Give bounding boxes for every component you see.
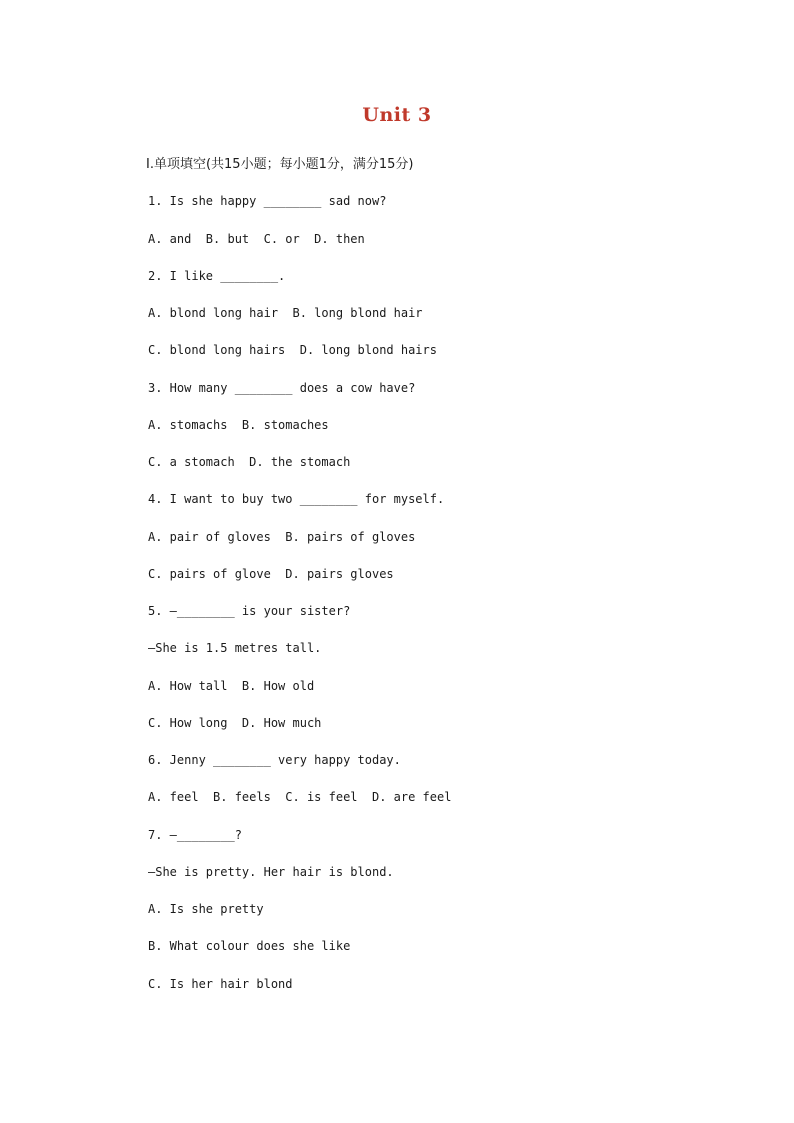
question-5-options-cd: C. How long D. How much (148, 716, 322, 730)
question-6-options: A. feel B. feels C. is feel D. are feel (148, 790, 452, 804)
question-2: 2. I like ________. (148, 269, 286, 283)
question-7-option-b: B. What colour does she like (148, 939, 351, 953)
question-5-options-ab: A. How tall B. How old (148, 679, 315, 693)
question-4-options-ab: A. pair of gloves B. pairs of gloves (148, 530, 416, 544)
question-2-options-cd: C. blond long hairs D. long blond hairs (148, 343, 437, 357)
question-1: 1. Is she happy ________ sad now? (148, 194, 387, 208)
question-4-options-cd: C. pairs of glove D. pairs gloves (148, 567, 394, 581)
question-5: 5. —________ is your sister? (148, 604, 351, 618)
question-3: 3. How many ________ does a cow have? (148, 381, 416, 395)
question-7-option-a: A. Is she pretty (148, 902, 264, 916)
section-heading: Ⅰ.单项填空(共15小题；每小题1分，满分15分) (146, 157, 414, 172)
page-title: Unit 3 (362, 104, 432, 126)
question-3-options-ab: A. stomachs B. stomaches (148, 418, 329, 432)
question-2-options-ab: A. blond long hair B. long blond hair (148, 306, 423, 320)
question-7: 7. —________? (148, 828, 242, 842)
question-3-options-cd: C. a stomach D. the stomach (148, 455, 351, 469)
question-7-option-c: C. Is her hair blond (148, 977, 293, 991)
question-6: 6. Jenny ________ very happy today. (148, 753, 401, 767)
question-5-answer: —She is 1.5 metres tall. (148, 641, 322, 655)
question-7-answer: —She is pretty. Her hair is blond. (148, 865, 394, 879)
question-1-options: A. and B. but C. or D. then (148, 232, 365, 246)
question-4: 4. I want to buy two ________ for myself. (148, 492, 445, 506)
